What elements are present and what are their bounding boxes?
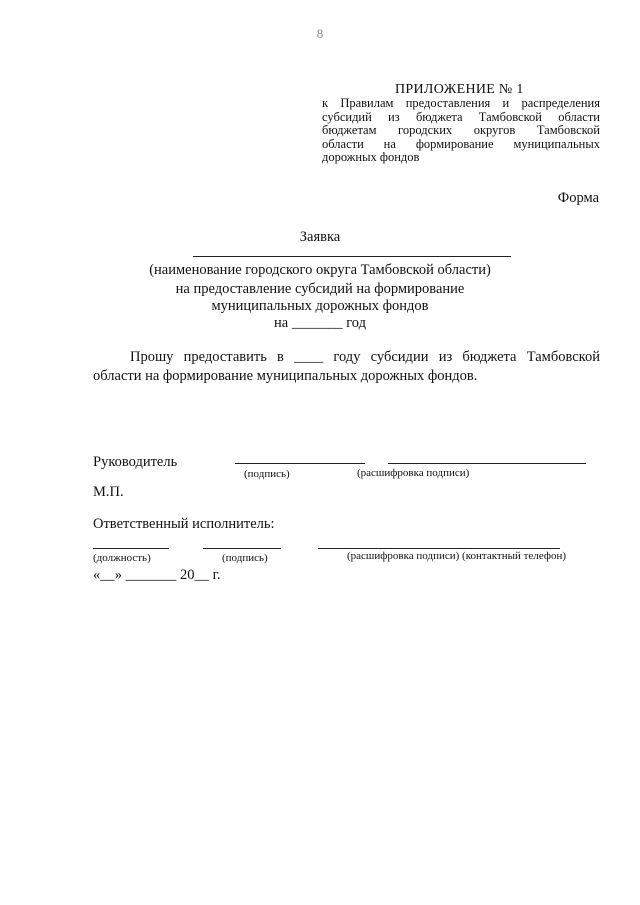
executor-position-caption: (должность)	[93, 552, 151, 564]
appendix-line: к Правилам предоставления и распределения	[322, 96, 600, 110]
executor-decode-phone-caption: (расшифровка подписи) (контактный телефон)	[347, 550, 566, 562]
district-name-caption: (наименование городского округа Тамбовской области)	[149, 262, 491, 278]
head-signature-line[interactable]	[235, 463, 365, 464]
page-number: 8	[316, 26, 324, 41]
head-decode-line[interactable]	[388, 463, 586, 464]
appendix-line: области на формирование муниципальных	[322, 136, 600, 151]
executor-label: Ответственный исполнитель:	[93, 516, 275, 532]
paragraph-line: Прошу предоставить в ____ году субсидии из бюджета Тамбовской	[130, 349, 600, 365]
head-label: Руководитель	[93, 454, 178, 470]
appendix-title: ПРИЛОЖЕНИЕ № 1	[395, 82, 524, 97]
stamp-label: М.П.	[93, 484, 124, 500]
document-title: Заявка	[299, 229, 341, 245]
executor-signature-line[interactable]	[203, 548, 281, 549]
head-decode-caption: (расшифровка подписи)	[357, 467, 470, 479]
date-line[interactable]: «__» _______ 20__ г.	[93, 567, 221, 583]
header-line: муниципальных дорожных фондов	[211, 298, 429, 314]
executor-decode-line[interactable]	[318, 548, 560, 549]
appendix-line: дорожных фондов	[322, 150, 420, 164]
appendix-reference	[322, 97, 600, 165]
appendix-line: бюджетам городских округов Тамбовской	[322, 123, 600, 137]
form-label: Форма	[557, 190, 599, 206]
executor-position-line[interactable]	[93, 548, 169, 549]
head-signature-caption: (подпись)	[244, 468, 290, 480]
year-line: на _______ год	[274, 315, 366, 331]
district-name-line[interactable]	[193, 256, 511, 257]
appendix-line: субсидий из бюджета Тамбовской области	[322, 109, 600, 124]
header-line: на предоставление субсидий на формирование	[175, 281, 465, 297]
paragraph-line: области на формирование муниципальных дорожных фондов.	[93, 368, 478, 384]
executor-signature-caption: (подпись)	[222, 552, 268, 564]
request-paragraph	[93, 348, 600, 386]
